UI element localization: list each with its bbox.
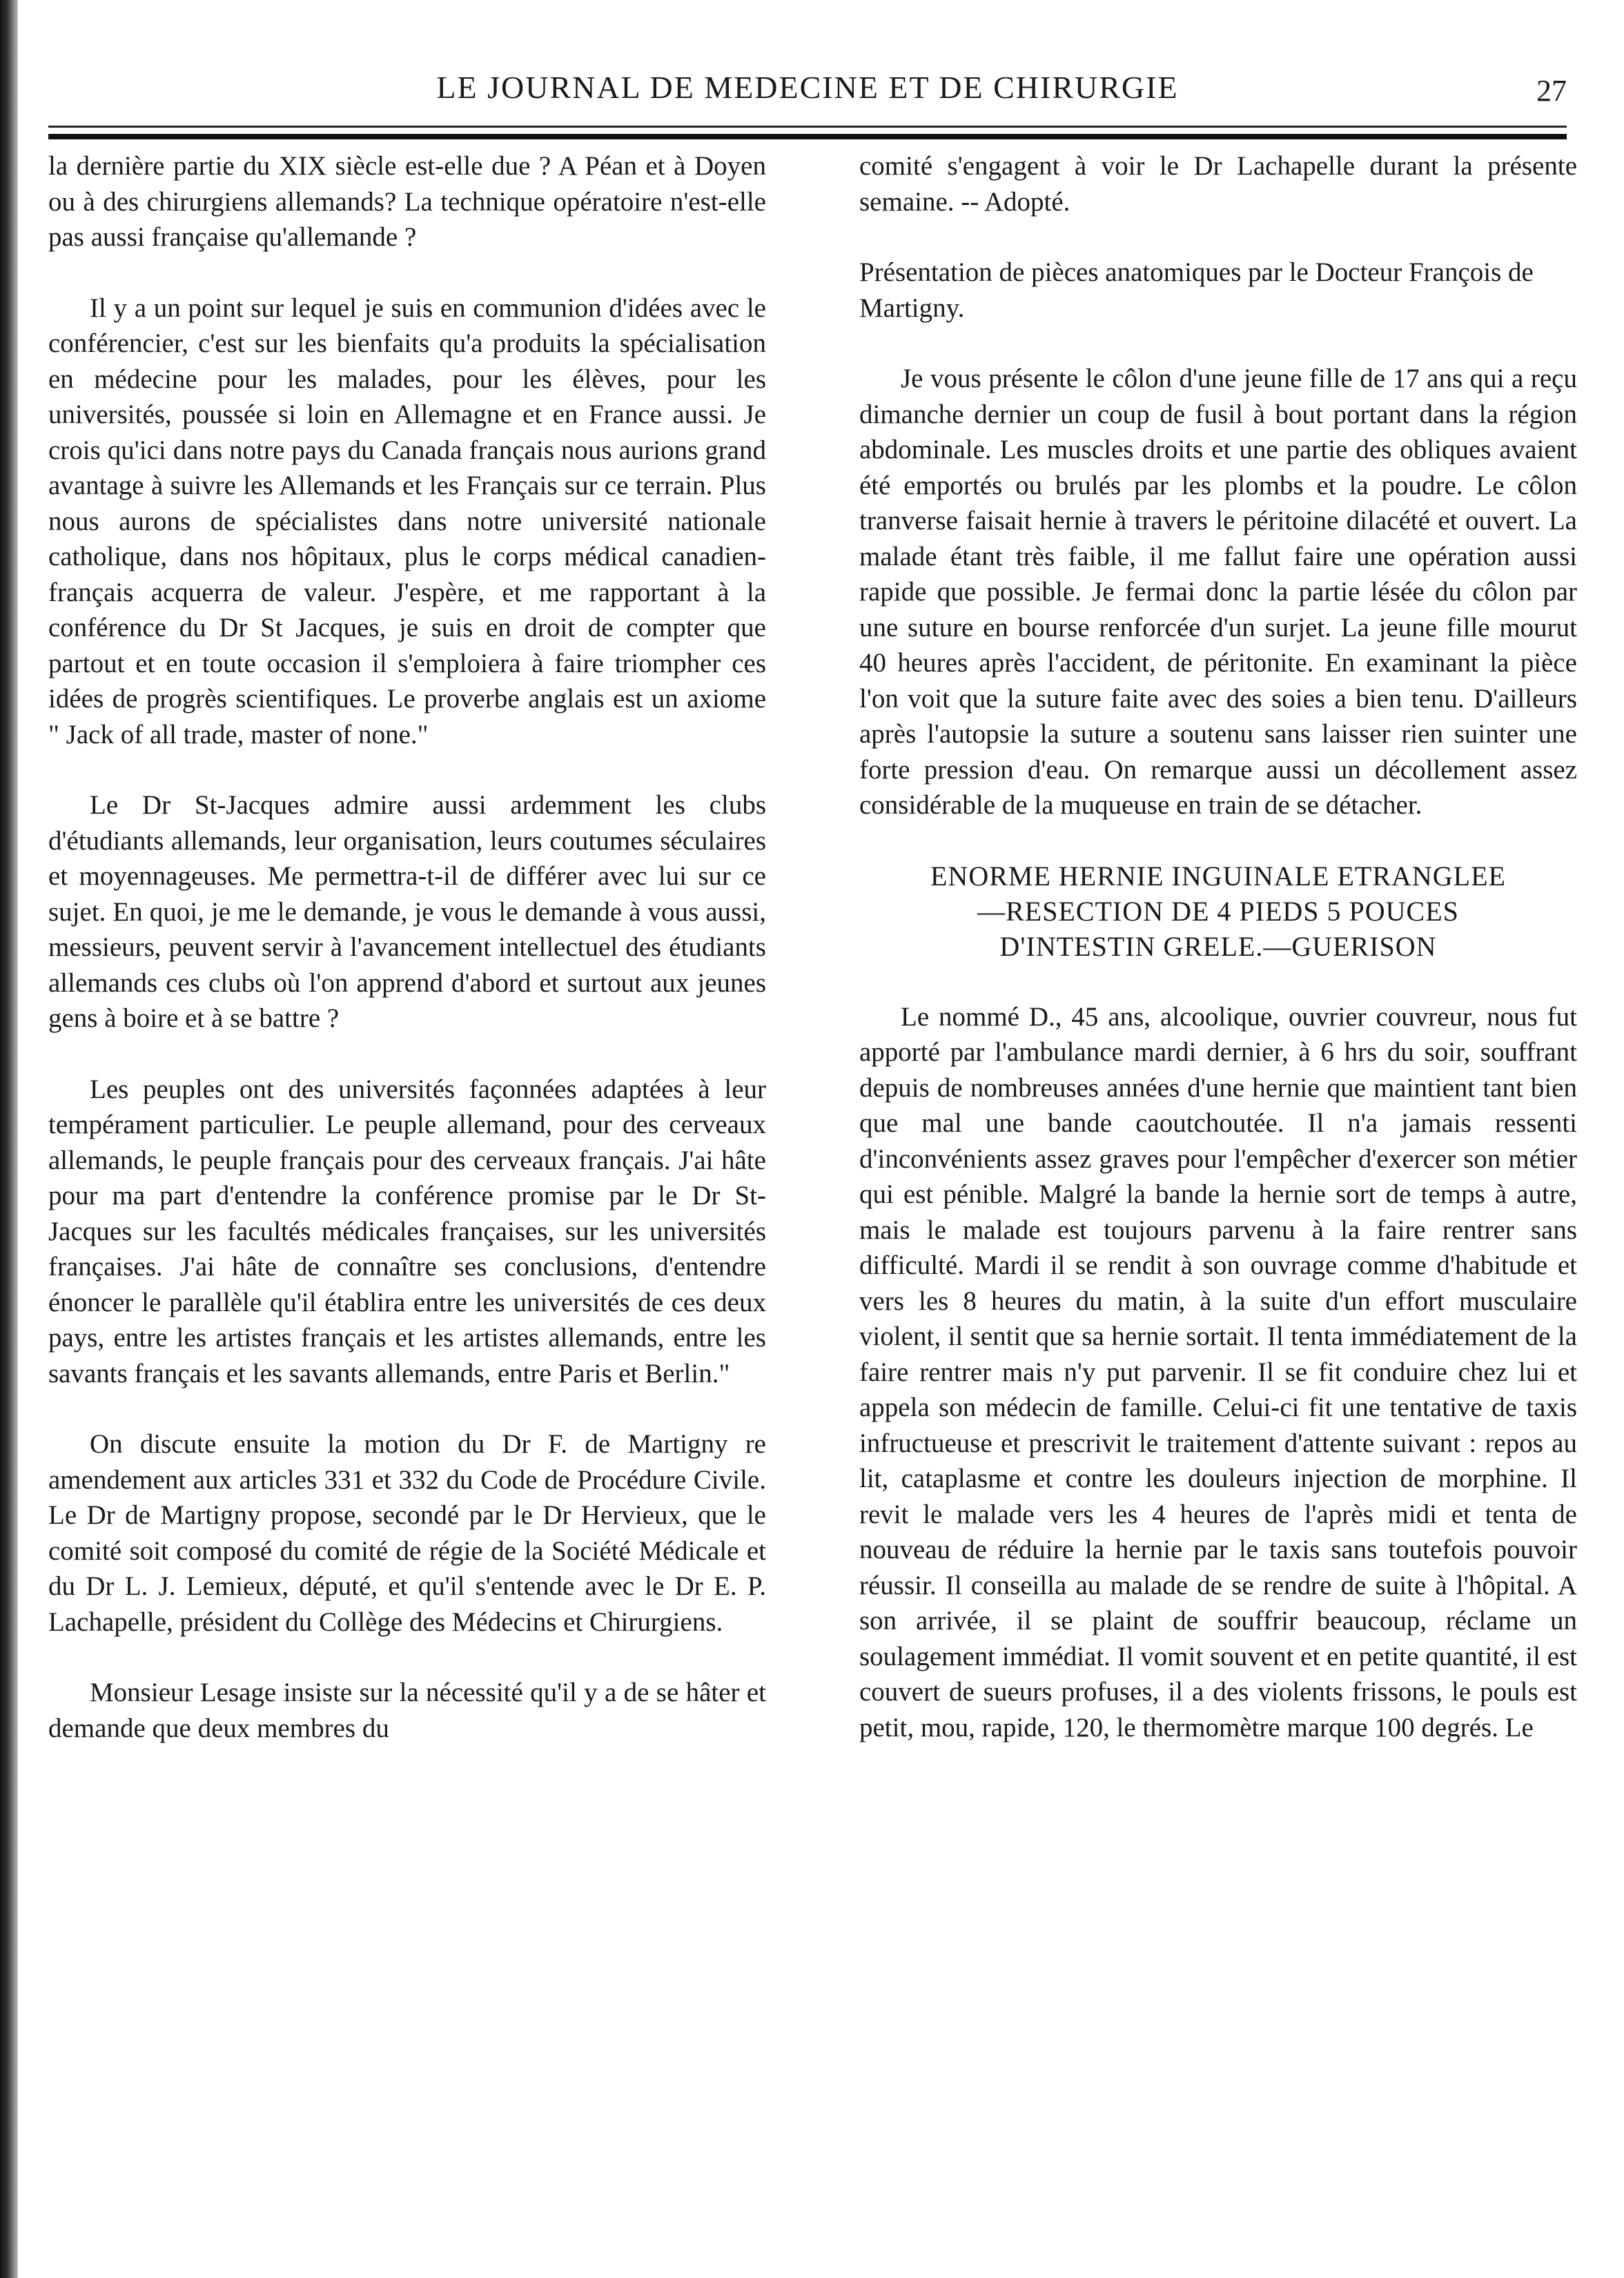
binding-edge — [0, 0, 18, 2278]
paragraph: Monsieur Lesage insiste sur la nécessité qu'il y a de se hâter et demande que deux membres du — [48, 1678, 766, 1743]
paragraph: comité s'engagent à voir le Dr Lachapelle durant la présente semaine. -- Adopté. — [859, 151, 1577, 217]
heading-line: D'INTESTIN GRELE.—GUERISON — [999, 930, 1437, 962]
section-subheading: Présentation de pièces anatomiques par le Docteur François de Martigny. — [859, 257, 1534, 323]
section-heading — [859, 858, 1577, 964]
right-column — [859, 148, 1577, 1780]
heading-line: ENORME HERNIE INGUINALE ETRANGLEE — [930, 860, 1506, 892]
page-header — [48, 69, 1567, 117]
paragraph: On discute ensuite la motion du Dr F. de Martigny re amendement aux articles 331 et 332 du Code de Procédure Civile. Le Dr de Martigny propose, secondé par le Dr Hervieux, que le comité soit composé du comité de régie de la Société Médicale et du Dr L. J. Lemieux, député, et qu'il s'entende avec le Dr E. P. Lachapelle, président du Collège des Médecins et Chirurgiens. — [48, 1429, 766, 1637]
paragraph: Il y a un point sur lequel je suis en communion d'idées avec le conférencier, c'est sur les bienfaits qu'a produits la spécialisation en médecine pour les malades, pour les élèves, pour les universités, poussée si loin en Allemagne et en France aussi. Je crois qu'ici dans notre pays du Canada français nous aurions grand avantage à suivre les Allemands et les Français sur ce terrain. Plus nous aurons de spécialistes dans notre université nationale catholique, dans nos hôpitaux, plus le corps médical canadien-français acquerra de valeur. J'espère, et me rapportant à la conférence du Dr St Jacques, je suis en droit de compter que partout et en toute occasion il s'emploiera à faire triompher ces idées de progrès scientifiques. Le proverbe anglais est un axiome " Jack of all trade, master of none." — [48, 293, 766, 749]
paragraph: Le nommé D., 45 ans, alcoolique, ouvrier couvreur, nous fut apporté par l'ambulance mardi dernier, à 6 hrs du soir, souffrant depuis de nombreuses années d'une hernie que maintient tant bien que mal une bande caoutchoutée. Il n'a jamais ressenti d'inconvénients assez graves pour l'empêcher d'exercer son métier qui est pénible. Malgré la bande la hernie sort de temps à autre, mais le malade est toujours parvenu à la faire rentrer sans difficulté. Mardi il se rendit à son ouvrage comme d'habitude et vers les 8 heures du matin, à la suite d'un effort musculaire violent, il sentit que sa hernie sortait. Il tenta immédiatement de la faire rentrer mais n'y put parvenir. Il se fit conduire chez lui et appela son médecin de famille. Celui-ci fit une tentative de taxis infructueuse et prescrivit le traitement d'attente suivant : repos au lit, cataplasme et contre les douleurs injection de morphine. Il revit le malade vers les 4 heures de l'après midi et tenta de nouveau de réduire la hernie par le taxis sans toutefois pouvoir réussir. Il conseilla au malade de se rendre de suite à l'hôpital. A son arrivée, il se plaint de souffrir beaucoup, réclame un soulagement immédiat. Il vomit souvent et en petite quantité, il est couvert de sueurs profuses, il a des violents frissons, le pouls est petit, mou, rapide, 120, le thermomètre marque 100 degrés. Le — [859, 1001, 1577, 1742]
header-rule-thin — [48, 126, 1567, 128]
left-column — [48, 148, 766, 1781]
paragraph: Je vous présente le côlon d'une jeune fille de 17 ans qui a reçu dimanche dernier un coup de fusil à bout portant dans la région abdominale. Les muscles droits et une partie des obliques avaient été emportés ou brulés par les plombs et la poudre. Le côlon tranverse faisait hernie à travers le péritoine dilacété et ouvert. La malade étant très faible, il me fallut faire une opération aussi rapide que possible. Je fermai donc la partie lésée du côlon par une suture en bourse renforcée d'un surjet. La jeune fille mourut 40 heures après l'accident, de péritonite. En examinant la pièce l'on voit que la suture faite avec des soies a bien tenu. D'ailleurs après l'autopsie la suture a soutenu sans laisser rien suinter une forte pression d'eau. On remarque aussi un décollement assez considérable de la muqueuse en train de se détacher. — [859, 364, 1577, 820]
heading-line: —RESECTION DE 4 PIEDS 5 POUCES — [977, 895, 1459, 927]
paragraph: Le Dr St-Jacques admire aussi ardemment les clubs d'étudiants allemands, leur organisation, leurs coutumes séculaires et moyennageuses. Me permettra-t-il de différer avec lui sur ce sujet. En quoi, je me le demande, je vous le demande à vous aussi, messieurs, peuvent servir à l'avancement intellectuel des étudiants allemands ces clubs où l'on apprend d'abord et surtout aux jeunes gens à boire et à se battre ? — [48, 790, 766, 1033]
paragraph: la dernière partie du XIX siècle est-elle due ? A Péan et à Doyen ou à des chirurgiens allemands? La technique opératoire n'est-elle pas aussi française qu'allemande ? — [48, 151, 766, 252]
running-title: LE JOURNAL DE MEDECINE ET DE CHIRURGIE — [436, 70, 1179, 105]
paragraph: Les peuples ont des universités façonnées adaptées à leur tempérament particulier. Le peuple allemand, pour des cerveaux allemands, le peuple français pour des cerveaux français. J'ai hâte pour ma part d'entendre la conférence promise par le Dr St-Jacques sur les facultés médicales françaises, sur les universités françaises. J'ai hâte de connaître ses conclusions, d'entendre énoncer le parallèle qu'il établira entre les universités de ces deux pays, entre les artistes français et les artistes allemands, entre les savants français et les savants allemands, entre Paris et Berlin." — [48, 1074, 766, 1388]
header-rule-thick — [48, 134, 1567, 139]
page-number: 27 — [1536, 74, 1567, 108]
